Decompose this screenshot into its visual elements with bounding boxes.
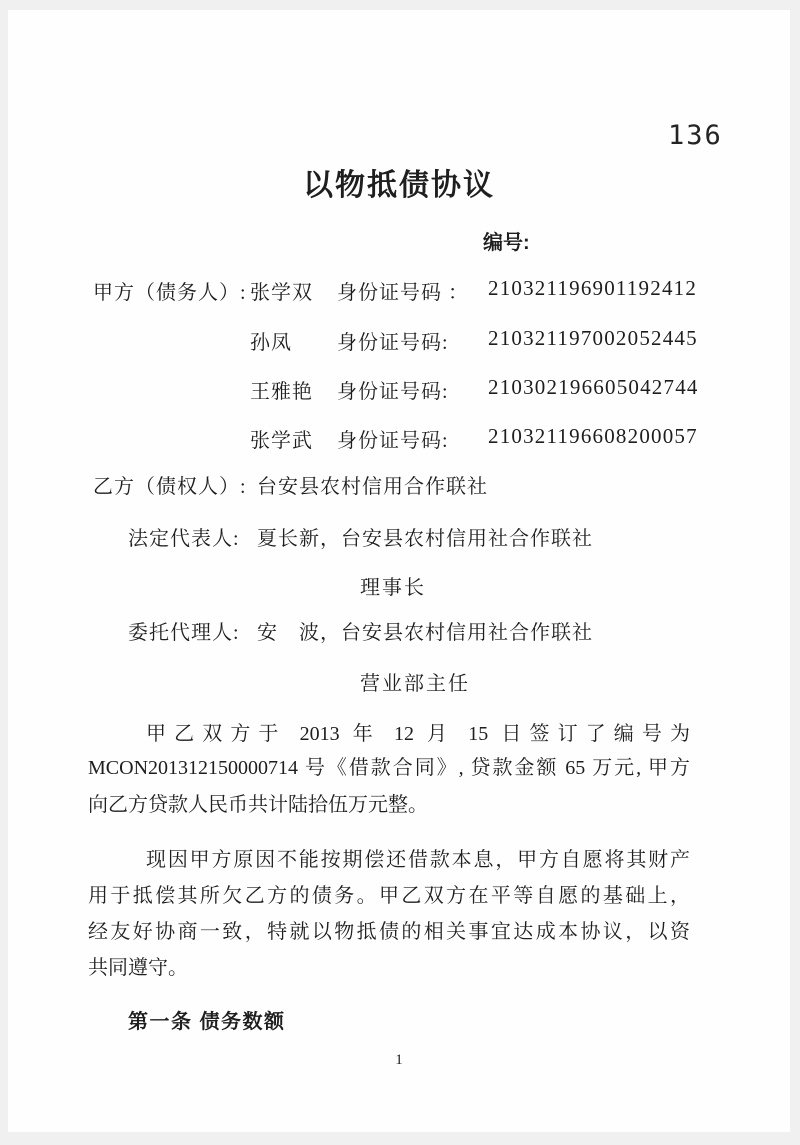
- party-a-name-2: 孙凤: [250, 332, 292, 354]
- id-card-label-4: 身份证号码:: [337, 430, 449, 452]
- id-card-number-3: 210302196605042744: [488, 375, 699, 399]
- archive-page-number: 136: [668, 120, 723, 151]
- id-card-number-4: 210321196608200057: [488, 424, 698, 448]
- agent-label: 委托代理人:: [128, 622, 240, 644]
- party-a-name-4: 张学武: [250, 430, 313, 452]
- paragraph2-line3: 经友好协商一致，特就以物抵债的相关事宜达成本协议，以资: [88, 921, 690, 943]
- legal-rep-label: 法定代表人:: [128, 528, 240, 550]
- party-b-row: [8, 470, 790, 498]
- agent-row: [8, 616, 790, 644]
- paragraph1-line1: 甲乙双方于 2013 年 12 月 15 日签订了编号为: [146, 723, 690, 745]
- party-a-row-1: [8, 276, 790, 304]
- id-card-label-3: 身份证号码:: [337, 381, 449, 403]
- paragraph1-line3: 向乙方贷款人民币共计陆拾伍万元整。: [88, 794, 428, 816]
- document-title: 以物抵债协议: [303, 169, 495, 202]
- contract-number-label: 编号:: [483, 232, 530, 254]
- paragraph2-line2: 用于抵偿其所欠乙方的债务。甲乙双方在平等自愿的基础上，: [88, 885, 690, 907]
- party-a-label: 甲方（债务人）:: [93, 282, 247, 304]
- agent-name: 安 波，台安县农村信用社合作联社: [257, 622, 593, 644]
- party-a-name-3: 王雅艳: [250, 381, 313, 403]
- id-card-number-2: 210321197002052445: [488, 326, 698, 350]
- id-card-number-1: 210321196901192412: [488, 276, 698, 300]
- party-a-row-2: [8, 326, 790, 354]
- party-a-row-4: [8, 424, 790, 452]
- agent-role: 营业部主任: [360, 673, 470, 695]
- legal-rep-name: 夏长新，台安县农村信用社合作联社: [257, 528, 593, 550]
- section-1-heading: 第一条 债务数额: [128, 1011, 286, 1033]
- legal-rep-role: 理事长: [360, 577, 426, 599]
- paragraph2-line1: 现因甲方原因不能按期偿还借款本息，甲方自愿将其财产: [146, 849, 690, 871]
- party-b-name: 台安县农村信用合作联社: [257, 476, 488, 498]
- scanned-document-page: [8, 10, 790, 1132]
- party-a-row-3: [8, 375, 790, 403]
- paragraph2-line4: 共同遵守。: [88, 957, 188, 979]
- party-b-label: 乙方（债权人）:: [93, 476, 247, 498]
- party-a-name-1: 张学双: [250, 282, 313, 304]
- footer-page-number: 1: [395, 1052, 403, 1068]
- id-card-label-1: 身份证号码 ：: [337, 282, 469, 304]
- paragraph1-line2: MCON201312150000714 号《借款合同》, 贷款金额 65 万元, 甲方: [88, 757, 690, 779]
- legal-rep-row: [8, 522, 790, 550]
- id-card-label-2: 身份证号码:: [337, 332, 449, 354]
